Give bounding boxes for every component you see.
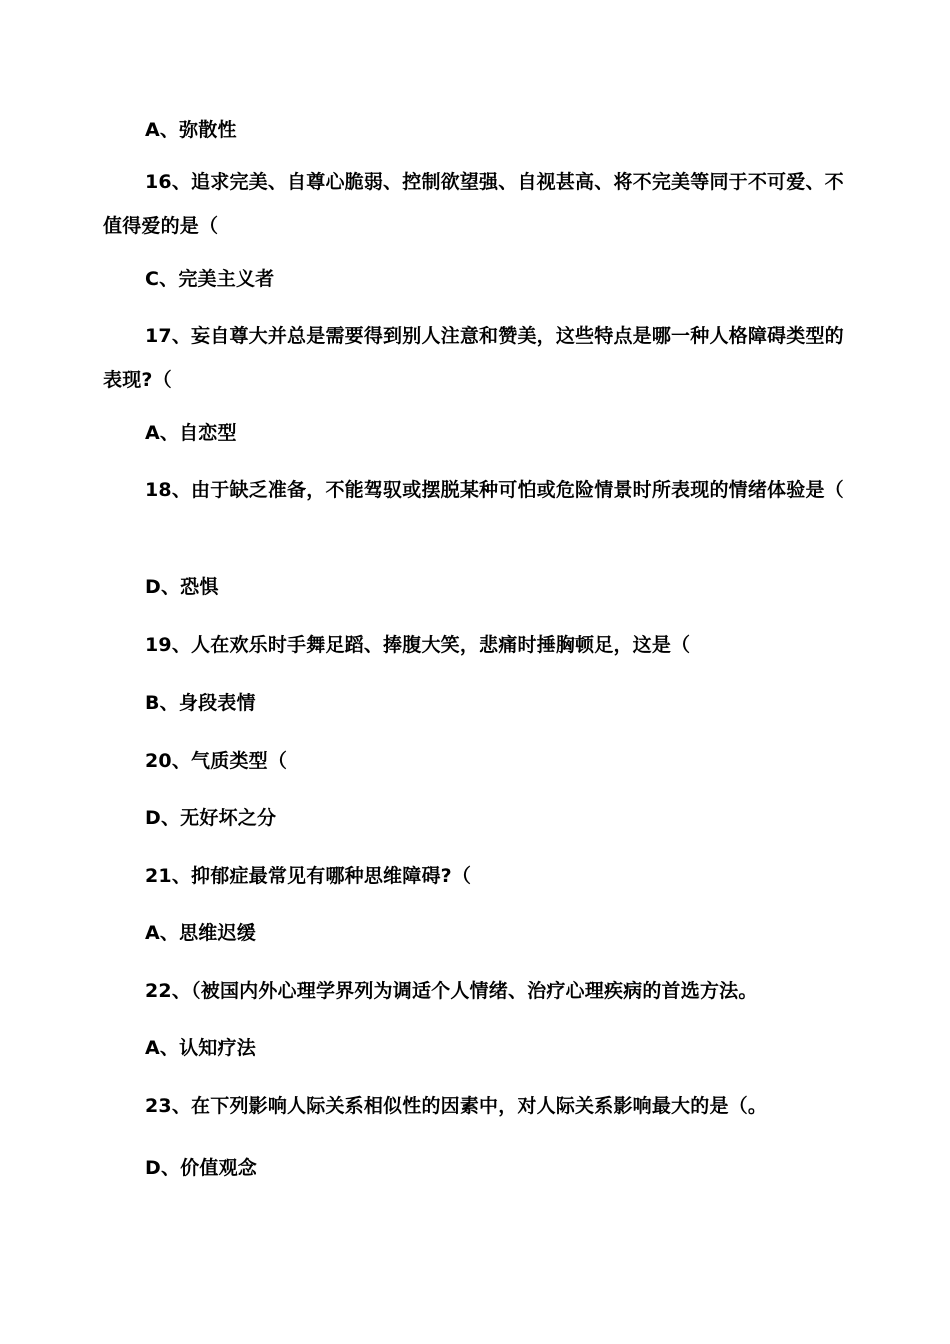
answer-18: D、恐惧	[145, 576, 219, 598]
question-21: 21、抑郁症最常见有哪种思维障碍?（	[145, 865, 472, 887]
answer-22: A、认知疗法	[145, 1037, 256, 1059]
answer-19: B、身段表情	[145, 692, 256, 714]
answer-20: D、无好坏之分	[145, 807, 277, 829]
question-23: 23、在下列影响人际关系相似性的因素中，对人际关系影响最大的是（。	[145, 1095, 768, 1117]
answer-16: C、完美主义者	[145, 268, 275, 290]
answer-15: A、弥散性	[145, 119, 237, 141]
question-22: 22、（被国内外心理学界列为调适个人情绪、治疗心理疾病的首选方法。	[145, 980, 758, 1002]
question-17: 17、妄自尊大并总是需要得到别人注意和赞美，这些特点是哪一种人格障碍类型的表现?（	[103, 325, 844, 391]
answer-17: A、自恋型	[145, 422, 237, 444]
question-19: 19、人在欢乐时手舞足蹈、捧腹大笑，悲痛时捶胸顿足，这是（	[145, 634, 691, 656]
question-18: 18、由于缺乏准备，不能驾驭或摆脱某种可怕或危险情景时所表现的情绪体验是（	[145, 479, 844, 501]
question-16: 16、追求完美、自尊心脆弱、控制欲望强、自视甚高、将不完美等同于不可爱、不值得爱的是（	[103, 171, 844, 237]
answer-21: A、思维迟缓	[145, 922, 256, 944]
question-20: 20、气质类型（	[145, 750, 288, 772]
answer-23: D、价值观念	[145, 1157, 257, 1179]
